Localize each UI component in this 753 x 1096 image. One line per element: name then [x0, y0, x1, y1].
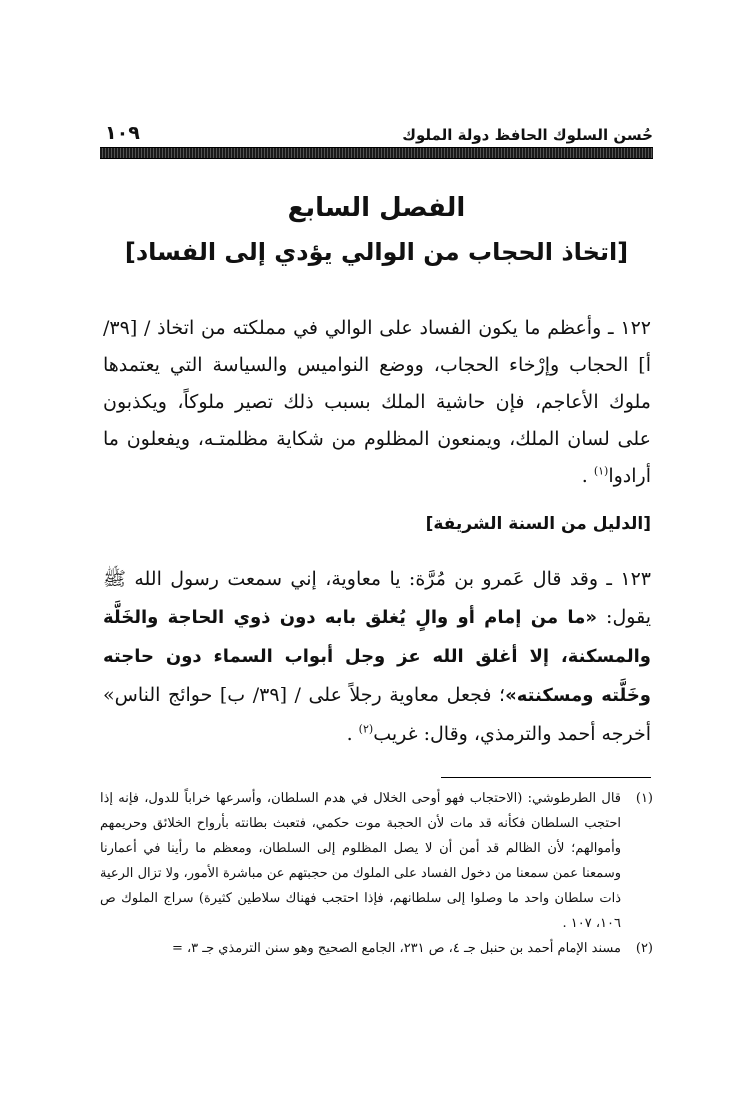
- footnotes: [100, 786, 653, 961]
- section-heading: [الدليل من السنة الشريفة]: [425, 514, 651, 534]
- page-number: ١٠٩: [105, 122, 140, 144]
- paragraph-123-continuation: ؛ فجعل معاوية رجلاً على / [٣٩/ ب] حوائج الناس» أخرجه أحمد والترمذي، وقال: غريب: [103, 684, 651, 745]
- paragraph-122: [103, 310, 651, 495]
- paragraph-123-end: .: [346, 723, 359, 745]
- paragraph-123: [103, 560, 651, 753]
- paragraph-123-intro: ١٢٣ ـ وقد قال عَمرو بن مُرَّة: يا معاوية، إني سمعت رسول الله ﷺ يقول:: [103, 568, 651, 628]
- footnote-number: (١): [635, 791, 653, 806]
- paragraph-122-text: ١٢٢ ـ وأعظم ما يكون الفساد على الوالي في مملكته من اتخاذ / [٣٩/ أ] الحجاب وإرْخاء الحجاب، ووضع النواميس والسياسة التي يعتمدها ملوك الأعاجم، فإن حاشية الملك بسبب ذلك تصير ملوكاً، ويكذبون على لسان الملك، ويمنعون المظلوم من شكاية مظلمتـه، ويفعلون ما أرادوا: [103, 317, 651, 487]
- paragraph-122-end: .: [581, 465, 594, 487]
- footnote-1: [100, 786, 653, 936]
- footnote-ref-2: (٢): [358, 722, 374, 736]
- chapter-title: الفصل السابع: [287, 193, 466, 223]
- chapter-subtitle: [اتخاذ الحجاب من الوالي يؤدي إلى الفساد]: [124, 238, 629, 266]
- footnote-separator: [441, 777, 651, 778]
- footnote-text: قال الطرطوشي: (الاحتجاب فهو أوحى الخلال في هدم السلطان، وأسرعها خراباً للدول، فإنه إذا احتجب السلطان فكأنه قد مات لأن الحجبة موت حكمي، فتعبث بطانته بأرواح الخلائق وحريمهم وأموالهم؛ لأن الظالم قد أمن أن لا يصل المظلوم إلى السلطان، ومعظم ما رأينا في أعمارنا وسمعنا عمن سمعنا من دخول الفساد على الملوك من حجبتهم عن مباشرة الأمور، ولا تزال الرعية ذات سلطان واحد ما وصلوا إلى سلطانهم، فإذا احتجب فهناك سلاطين كثيرة) سراج الملوك ص ١٠٦، ١٠٧ .: [100, 791, 621, 931]
- header-rule: [100, 147, 653, 159]
- hadith-quote: «ما من إمام أو والٍ يُغلق بابه دون ذوي الحاجة والخَلَّة والمسكنة، إلا أغلق الله عز وجل أبواب السماء دون حاجته وخَلَّته ومسكنته»: [103, 607, 651, 706]
- footnote-ref-1: (١): [593, 464, 609, 478]
- running-head: [105, 114, 653, 144]
- footnote-number: (٢): [635, 941, 653, 956]
- running-title: حُسن السلوك الحافظ دولة الملوك: [402, 126, 653, 144]
- footnote-2: [100, 936, 653, 961]
- footnote-text: مسند الإمام أحمد بن حنبل جـ ٤، ص ٢٣١، الجامع الصحيح وهو سنن الترمذي جـ ٣، =: [171, 941, 621, 956]
